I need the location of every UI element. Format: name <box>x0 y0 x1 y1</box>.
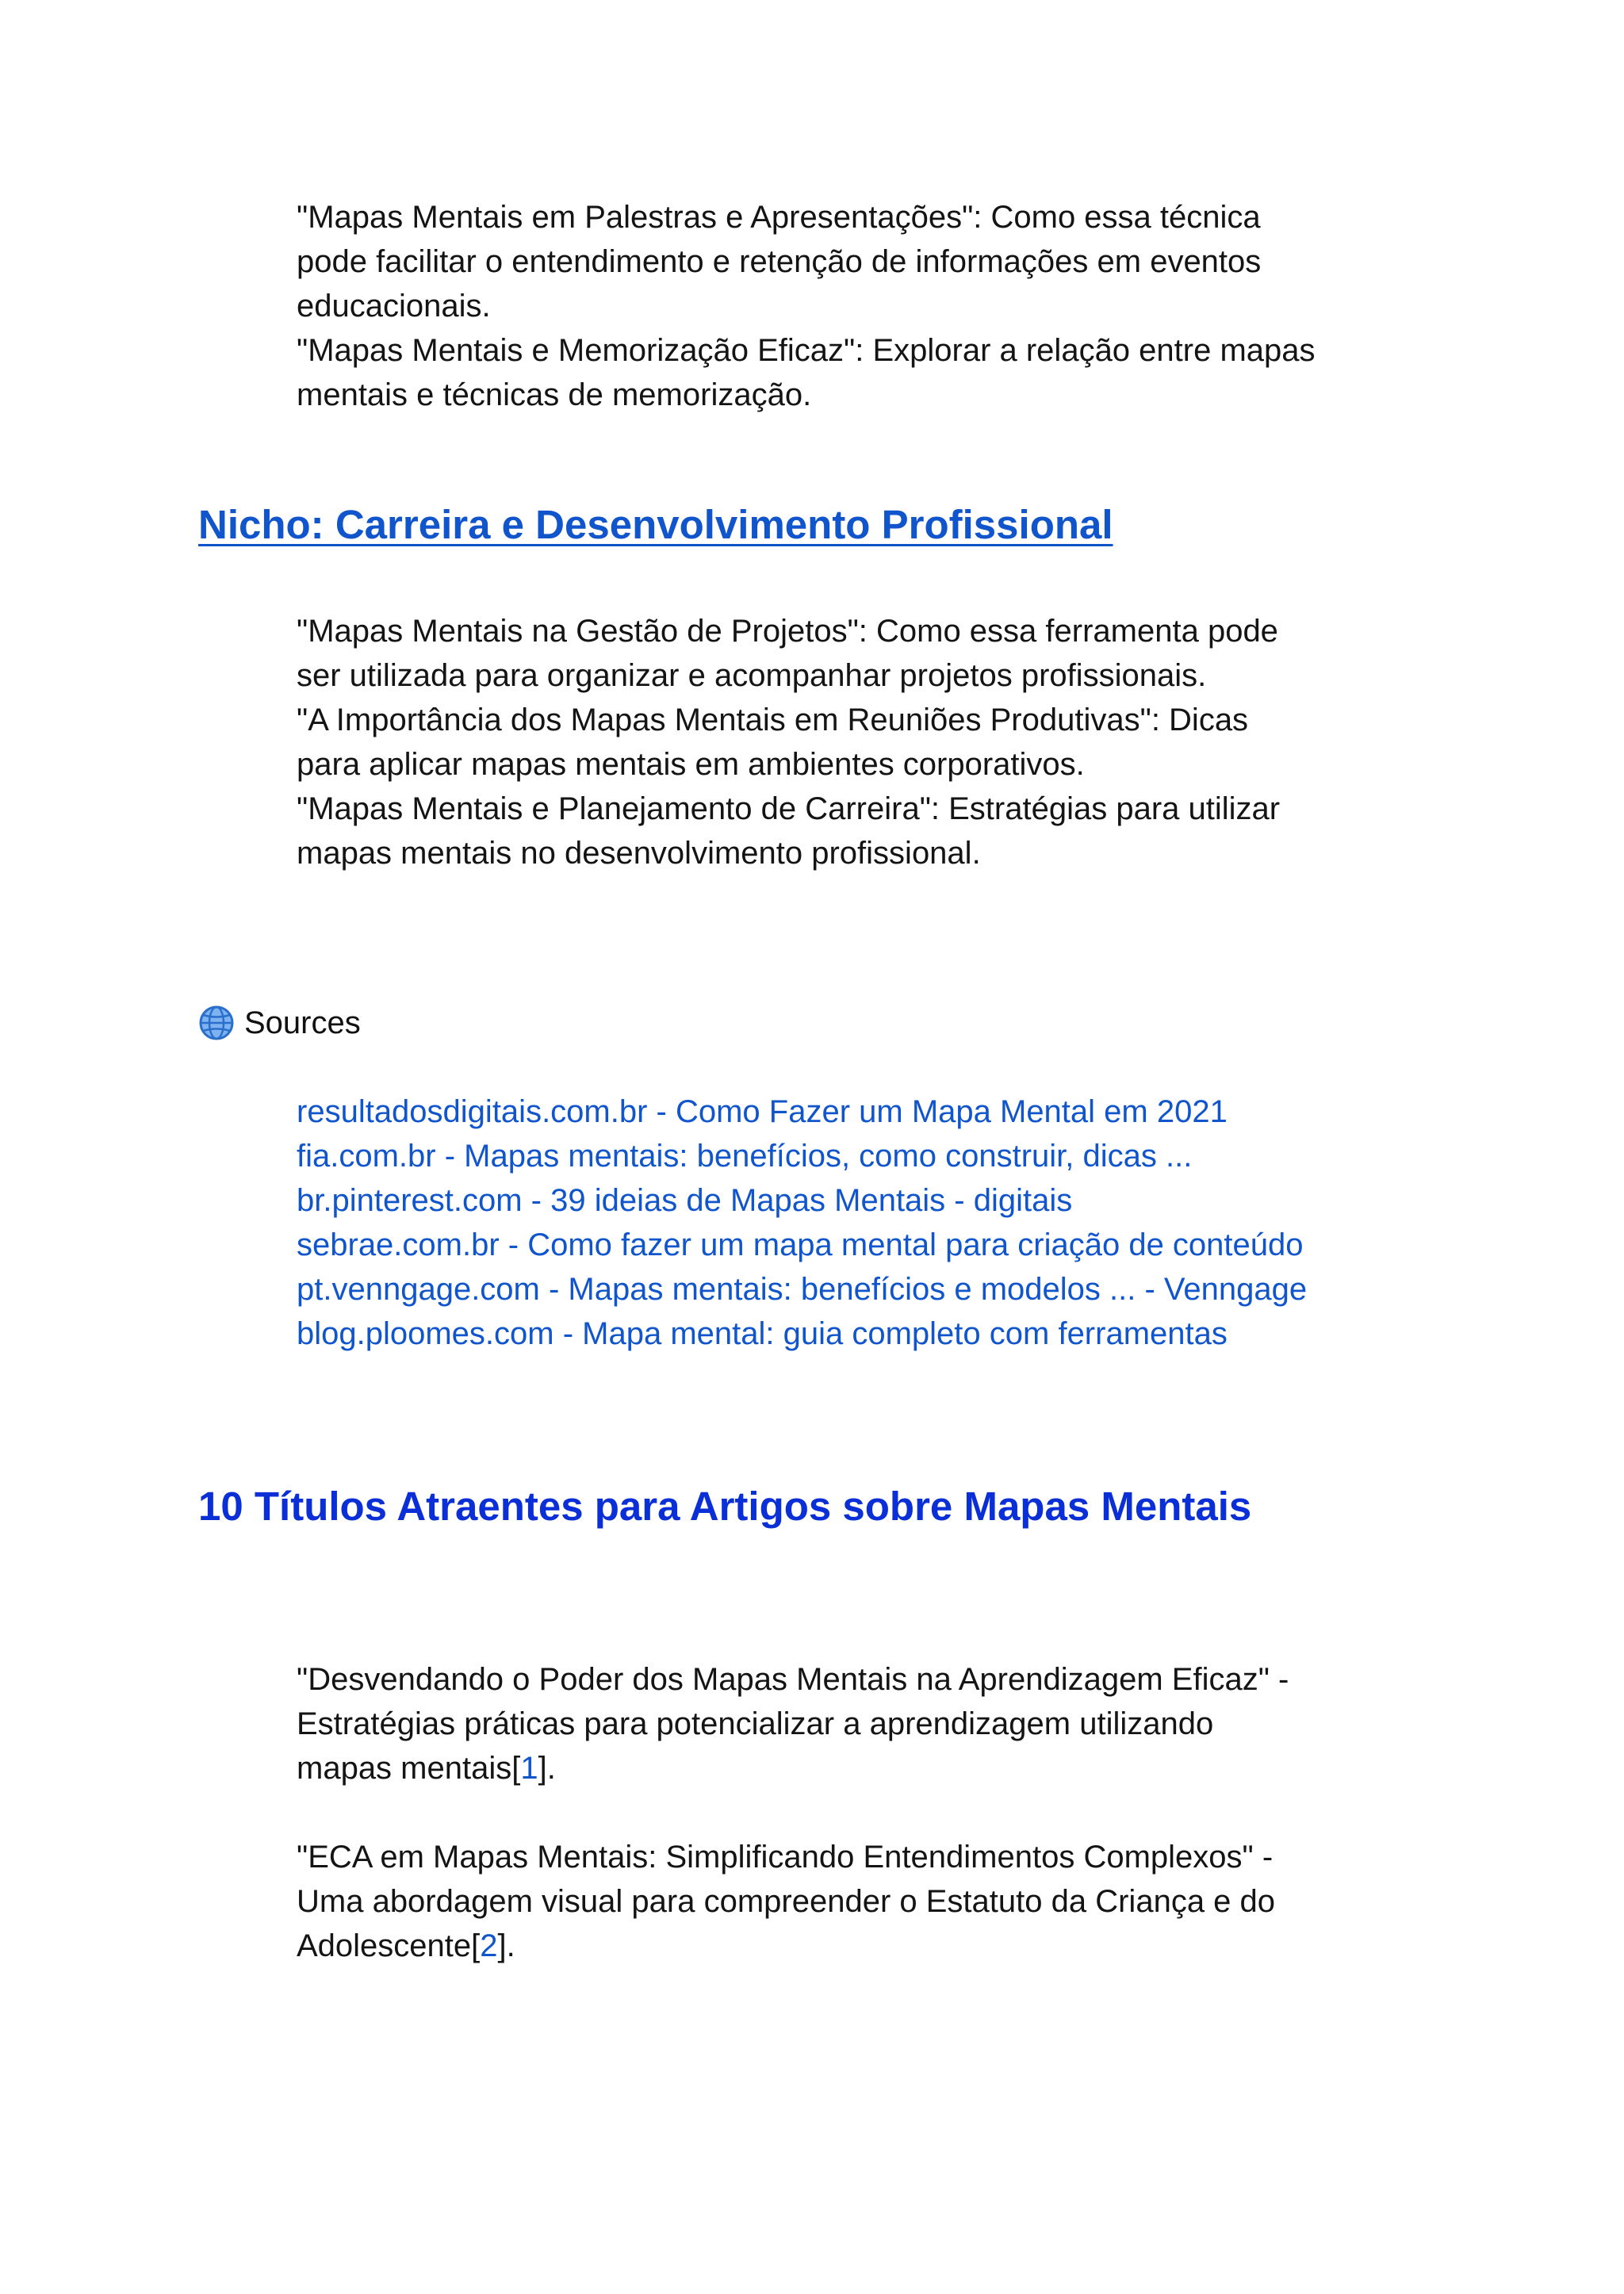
sources-label <box>198 1001 361 1045</box>
titles-heading: 10 Títulos Atraentes para Artigos sobre Mapas Mentais <box>198 1484 1252 1529</box>
text-line: "Mapas Mentais na Gestão de Projetos": Como essa ferramenta pode <box>297 614 1278 649</box>
source-link[interactable]: resultadosdigitais.com.br - Como Fazer um Mapa Mental em 2021 <box>297 1094 1228 1129</box>
text-line: "Desvendando o Poder dos Mapas Mentais na Aprendizagem Eficaz" - <box>297 1662 1289 1697</box>
text-line: "Mapas Mentais e Planejamento de Carreira": Estratégias para utilizar <box>297 791 1281 826</box>
source-link[interactable]: fia.com.br - Mapas mentais: benefícios, como construir, dicas ... <box>297 1139 1193 1174</box>
text-line: educacionais. <box>297 289 491 324</box>
source-link[interactable]: blog.ploomes.com - Mapa mental: guia completo com ferramentas <box>297 1316 1228 1351</box>
text-line: "Mapas Mentais em Palestras e Apresentações": Como essa técnica <box>297 200 1261 235</box>
text-fragment: ]. <box>497 1928 515 1963</box>
citation-link[interactable]: 1 <box>520 1751 538 1786</box>
text-line: para aplicar mapas mentais em ambientes corporativos. <box>297 747 1085 782</box>
text-line: "Mapas Mentais e Memorização Eficaz": Explorar a relação entre mapas <box>297 333 1316 368</box>
sources-label-text: Sources <box>244 1005 361 1040</box>
source-link[interactable]: br.pinterest.com - 39 ideias de Mapas Mentais - digitais <box>297 1183 1073 1218</box>
citation-link[interactable]: 2 <box>480 1928 498 1963</box>
text-line: mapas mentais no desenvolvimento profissional. <box>297 836 981 871</box>
top-section <box>297 195 1454 417</box>
text-line <box>297 1746 1454 1790</box>
text-line: mentais e técnicas de memorização. <box>297 377 812 412</box>
text-line: Uma abordagem visual para compreender o Estatuto da Criança e do <box>297 1884 1276 1919</box>
text-line: Estratégias práticas para potencializar a aprendizagem utilizando <box>297 1706 1214 1741</box>
title-item-1 <box>297 1657 1454 1790</box>
nicho-heading-link[interactable]: Nicho: Carreira e Desenvolvimento Profissional <box>198 502 1113 547</box>
text-line <box>297 1924 1454 1968</box>
sources-list <box>297 1090 1454 1356</box>
text-fragment: Adolescente[ <box>297 1928 481 1963</box>
nicho-section <box>297 609 1454 875</box>
title-item-2 <box>297 1835 1454 1968</box>
text-line: "ECA em Mapas Mentais: Simplificando Entendimentos Complexos" - <box>297 1840 1274 1875</box>
text-line: pode facilitar o entendimento e retenção de informações em eventos <box>297 244 1262 279</box>
text-fragment: mapas mentais[ <box>297 1751 521 1786</box>
globe-icon <box>198 1005 235 1041</box>
text-line: "A Importância dos Mapas Mentais em Reuniões Produtivas": Dicas <box>297 703 1249 737</box>
text-line: ser utilizada para organizar e acompanhar projetos profissionais. <box>297 658 1207 693</box>
text-fragment: ]. <box>538 1751 556 1786</box>
source-link[interactable]: sebrae.com.br - Como fazer um mapa mental para criação de conteúdo <box>297 1227 1304 1262</box>
source-link[interactable]: pt.venngage.com - Mapas mentais: benefícios e modelos ... - Venngage <box>297 1272 1308 1307</box>
